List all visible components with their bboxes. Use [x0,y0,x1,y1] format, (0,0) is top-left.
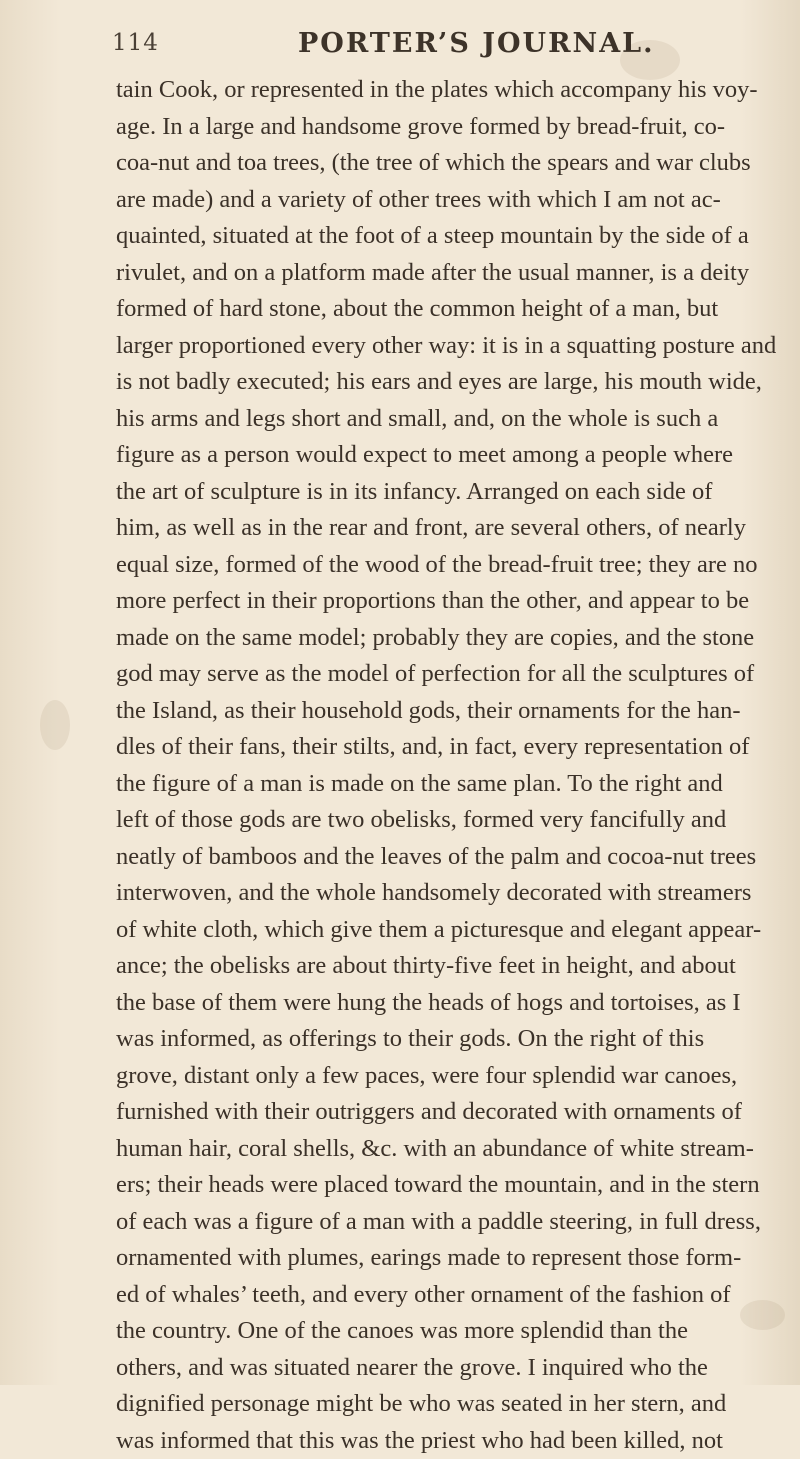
text-line: ers; their heads were placed toward the mountain, and in the stern [106,1167,786,1204]
text-line: him, as well as in the rear and front, are several others, of nearly [106,510,786,547]
text-line: left of those gods are two obelisks, formed very fancifully and [106,802,786,839]
running-head: PORTER’S JOURNAL. [298,28,655,59]
foxing-spot [40,700,70,750]
text-line: coa-nut and toa trees, (the tree of which the spears and war clubs [106,145,786,182]
page-header [112,24,772,64]
text-line: of white cloth, which give them a picturesque and elegant appear- [106,912,786,949]
text-line: made on the same model; probably they are copies, and the stone [106,620,786,657]
body-text [106,72,786,1459]
text-line: figure as a person would expect to meet among a people where [106,437,786,474]
text-line: more perfect in their proportions than the other, and appear to be [106,583,786,620]
text-line: the base of them were hung the heads of hogs and tortoises, as I [106,985,786,1022]
text-line: ance; the obelisks are about thirty-five feet in height, and about [106,948,786,985]
text-line: ed of whales’ teeth, and every other ornament of the fashion of [106,1277,786,1314]
text-line: is not badly executed; his ears and eyes are large, his mouth wide, [106,364,786,401]
text-line: god may serve as the model of perfection for all the sculptures of [106,656,786,693]
text-line: dles of their fans, their stilts, and, in fact, every representation of [106,729,786,766]
text-line: of each was a figure of a man with a paddle steering, in full dress, [106,1204,786,1241]
text-line: are made) and a variety of other trees with which I am not ac- [106,182,786,219]
text-line: human hair, coral shells, &c. with an abundance of white stream- [106,1131,786,1168]
text-line: the country. One of the canoes was more splendid than the [106,1313,786,1350]
text-line: formed of hard stone, about the common height of a man, but [106,291,786,328]
text-line: grove, distant only a few paces, were four splendid war canoes, [106,1058,786,1095]
text-line: ornamented with plumes, earings made to represent those form- [106,1240,786,1277]
text-line: dignified personage might be who was seated in her stern, and [106,1386,786,1423]
text-line: the Island, as their household gods, their ornaments for the han- [106,693,786,730]
text-line: the art of sculpture is in its infancy. Arranged on each side of [106,474,786,511]
text-line: age. In a large and handsome grove formed by bread-fruit, co- [106,109,786,146]
text-line: his arms and legs short and small, and, on the whole is such a [106,401,786,438]
text-line: interwoven, and the whole handsomely decorated with streamers [106,875,786,912]
text-line: rivulet, and on a platform made after the usual manner, is a deity [106,255,786,292]
text-line: equal size, formed of the wood of the bread-fruit tree; they are no [106,547,786,584]
text-line: furnished with their outriggers and decorated with ornaments of [106,1094,786,1131]
text-line: neatly of bamboos and the leaves of the palm and cocoa-nut trees [106,839,786,876]
page-number: 114 [112,30,159,56]
text-line: others, and was situated nearer the grove. I inquired who the [106,1350,786,1387]
text-line: was informed that this was the priest who had been killed, not [106,1423,786,1459]
text-line: the figure of a man is made on the same plan. To the right and [106,766,786,803]
text-line: tain Cook, or represented in the plates which accompany his voy- [106,72,786,109]
text-line: quainted, situated at the foot of a steep mountain by the side of a [106,218,786,255]
text-line: was informed, as offerings to their gods. On the right of this [106,1021,786,1058]
text-line: larger proportioned every other way: it is in a squatting posture and [106,328,786,365]
